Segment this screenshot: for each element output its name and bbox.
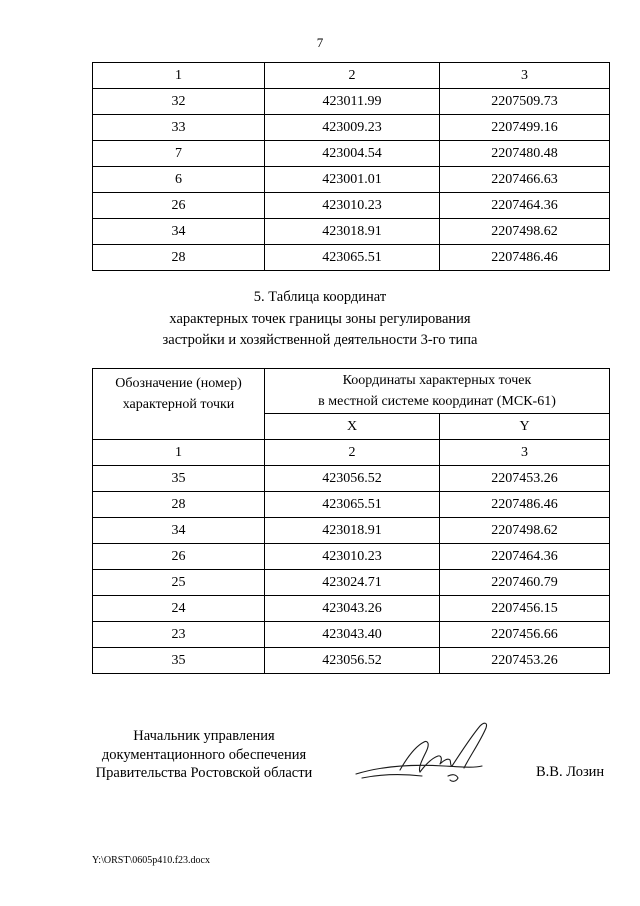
- header-coordinates: [265, 369, 610, 414]
- numbering-cell: 3: [440, 440, 610, 466]
- signatory-position: [84, 727, 324, 783]
- y-cell: 2207453.26: [440, 466, 610, 492]
- point-cell: 7: [93, 141, 265, 167]
- header-y: Y: [440, 414, 610, 440]
- position-line: Правительства Ростовской области: [95, 765, 313, 781]
- x-cell: 423024.71: [265, 570, 440, 596]
- y-cell: 2207486.46: [440, 492, 610, 518]
- coordinates-table: [92, 368, 610, 674]
- page-number: 7: [316, 35, 324, 50]
- point-cell: 23: [93, 622, 265, 648]
- x-cell: 423065.51: [265, 492, 440, 518]
- x-cell: 423043.40: [265, 622, 440, 648]
- x-cell: 423011.99: [265, 89, 440, 115]
- table-row: [93, 167, 610, 193]
- y-cell: 2207486.46: [440, 245, 610, 271]
- signatory-name: В.В. Лозин: [536, 764, 605, 780]
- y-cell: 2207464.36: [440, 544, 610, 570]
- y-cell: 2207460.79: [440, 570, 610, 596]
- file-path-footer: Y:\ORST\0605p410.f23.docx: [92, 855, 210, 866]
- x-cell: 423065.51: [265, 245, 440, 271]
- point-cell: 34: [93, 518, 265, 544]
- y-cell: 2207480.48: [440, 141, 610, 167]
- x-cell: 423001.01: [265, 167, 440, 193]
- header-point-designation: [93, 369, 265, 440]
- section-title-line: застройки и хозяйственной деятельности 3-го типа: [162, 332, 478, 348]
- table-row: [93, 115, 610, 141]
- header-cell: 1: [93, 63, 265, 89]
- table-row: [93, 518, 610, 544]
- handwritten-signature: [352, 716, 512, 788]
- point-cell: 35: [93, 466, 265, 492]
- table-row: [93, 570, 610, 596]
- table-numbering-row: [93, 440, 610, 466]
- point-cell: 26: [93, 193, 265, 219]
- x-cell: 423056.52: [265, 648, 440, 674]
- point-cell: 6: [93, 167, 265, 193]
- header-text: в местной системе координат (МСК-61): [318, 394, 556, 409]
- position-line: документационного обеспечения: [101, 746, 307, 763]
- table-header-row: [93, 63, 610, 89]
- position-line: Начальник управления: [133, 728, 275, 744]
- y-cell: 2207456.66: [440, 622, 610, 648]
- point-cell: 25: [93, 570, 265, 596]
- table-row: [93, 89, 610, 115]
- x-cell: 423043.26: [265, 596, 440, 622]
- point-cell: 24: [93, 596, 265, 622]
- x-cell: 423010.23: [265, 193, 440, 219]
- table-row: [93, 648, 610, 674]
- y-cell: 2207509.73: [440, 89, 610, 115]
- y-cell: 2207498.62: [440, 219, 610, 245]
- y-cell: 2207453.26: [440, 648, 610, 674]
- header-text: Обозначение (номер): [115, 376, 242, 391]
- x-cell: 423018.91: [265, 518, 440, 544]
- x-cell: 423004.54: [265, 141, 440, 167]
- point-cell: 28: [93, 245, 265, 271]
- header-text: Координаты характерных точек: [342, 373, 532, 388]
- table-row: [93, 219, 610, 245]
- table-row: [93, 141, 610, 167]
- numbering-cell: 1: [93, 440, 265, 466]
- x-cell: 423010.23: [265, 544, 440, 570]
- table-row: [93, 245, 610, 271]
- numbering-cell: 2: [265, 440, 440, 466]
- y-cell: 2207498.62: [440, 518, 610, 544]
- x-cell: 423018.91: [265, 219, 440, 245]
- table-row: [93, 544, 610, 570]
- point-cell: 26: [93, 544, 265, 570]
- table-header-row: [93, 369, 610, 414]
- point-cell: 35: [93, 648, 265, 674]
- header-x: X: [265, 414, 440, 440]
- point-cell: 33: [93, 115, 265, 141]
- point-cell: 28: [93, 492, 265, 518]
- y-cell: 2207456.15: [440, 596, 610, 622]
- y-cell: 2207499.16: [440, 115, 610, 141]
- y-cell: 2207466.63: [440, 167, 610, 193]
- section-title-line: 5. Таблица координат: [253, 289, 387, 305]
- x-cell: 423056.52: [265, 466, 440, 492]
- table-row: [93, 193, 610, 219]
- table-row: [93, 622, 610, 648]
- table-row: [93, 466, 610, 492]
- header-cell: 2: [265, 63, 440, 89]
- table-row: [93, 596, 610, 622]
- y-cell: 2207464.36: [440, 193, 610, 219]
- point-cell: 32: [93, 89, 265, 115]
- section-title: [0, 287, 640, 352]
- point-cell: 34: [93, 219, 265, 245]
- header-text: характерной точки: [122, 397, 235, 412]
- coordinates-table-continued: [92, 62, 610, 271]
- x-cell: 423009.23: [265, 115, 440, 141]
- table-row: [93, 492, 610, 518]
- section-title-line: характерных точек границы зоны регулирования: [169, 310, 471, 327]
- header-cell: 3: [440, 63, 610, 89]
